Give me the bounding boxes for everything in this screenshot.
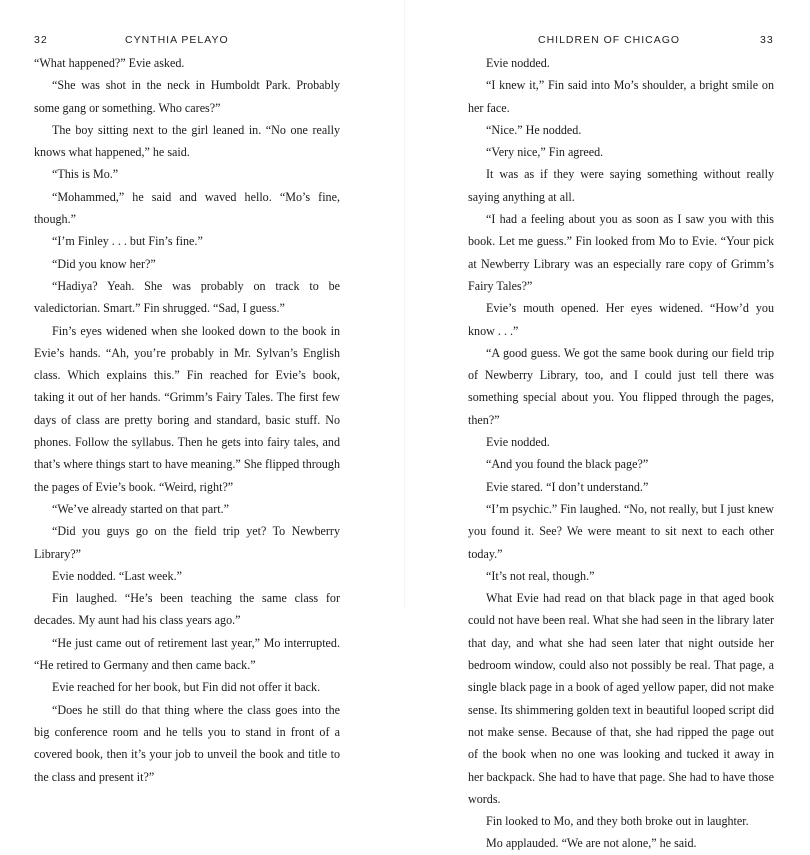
paragraph: Evie nodded. xyxy=(486,435,550,450)
paragraph: “Hadiya? Yeah. She was probably on track to be valedictorian. Smart.” Fin shrugged. “Sad, I guess.” xyxy=(34,278,340,316)
paragraph: “I had a feeling about you as soon as I saw you with this book. Let me guess.” Fin looked from Mo to Evie. “Your pick at Newberry Library was an especially rare copy of Grimm’s Fairy Tales?” xyxy=(468,212,774,293)
page-number: 32 xyxy=(34,34,48,46)
paragraph: “Does he still do that thing where the class goes into the big conference room and he tells you to stand in front of a covered book, then it’s your job to unveil the book and title to the class and present it?” xyxy=(34,702,340,784)
paragraph: “This is Mo.” xyxy=(52,167,119,182)
paragraph: “A good guess. We got the same book during our field trip of Newberry Library, too, and I could just tell there was something special about you. You flipped through the pages, then?” xyxy=(468,345,774,427)
paragraph: “Mohammed,” he said and waved hello. “Mo’s fine, though.” xyxy=(34,189,340,227)
paragraph: Evie nodded. xyxy=(486,56,550,70)
paragraph: Fin looked to Mo, and they both broke out in laughter. xyxy=(486,814,749,829)
paragraph: It was as if they were saying something without really saying anything at all. xyxy=(468,167,774,204)
right-body-text xyxy=(468,52,774,855)
running-head-title: CHILDREN OF CHICAGO xyxy=(538,34,681,46)
right-page xyxy=(406,0,810,851)
paragraph: “We’ve already started on that part.” xyxy=(52,501,229,516)
paragraph: “She was shot in the neck in Humboldt Park. Probably some gang or something. Who cares?” xyxy=(34,78,340,115)
paragraph: “Very nice,” Fin agreed. xyxy=(486,145,604,160)
paragraph: Evie stared. “I don’t understand.” xyxy=(486,479,649,494)
paragraph: Evie reached for her book, but Fin did not offer it back. xyxy=(52,680,321,695)
paragraph: Mo applauded. “We are not alone,” he said. xyxy=(486,836,697,851)
paragraph: “He just came out of retirement last year,” Mo interrupted. “He retired to Germany and then came back.” xyxy=(34,635,340,673)
paragraph: “And you found the black page?” xyxy=(486,457,649,472)
paragraph: “It’s not real, though.” xyxy=(486,568,595,583)
paragraph: “Did you guys go on the field trip yet? To Newberry Library?” xyxy=(34,524,340,561)
paragraph: Evie’s mouth opened. Her eyes widened. “How’d you know . . .” xyxy=(468,301,774,338)
paragraph: Fin’s eyes widened when she looked down to the book in Evie’s hands. “Ah, you’re probably in Mr. Sylvan’s English class. Which explains this.” Fin reached for Evie’s book, taking it out of her hands. “Grimm’s Fairy Tales. The first few days of class are pretty boring and standard, basic stuff. No phones. Follow the syllabus. Then he gets into fairy tales, and that’s where things start to have meaning.” She flipped through the pages of Evie’s book. “Weird, right?” xyxy=(34,323,340,494)
paragraph: The boy sitting next to the girl leaned in. “No one really knows what happened,” he said. xyxy=(34,122,340,160)
left-body-text xyxy=(34,52,340,788)
page-number: 33 xyxy=(760,34,774,46)
paragraph: “I knew it,” Fin said into Mo’s shoulder, a bright smile on her face. xyxy=(468,78,774,115)
paragraph: What Evie had read on that black page in that aged book could not have been real. What she had seen in the library later that day, and what she had seen later that night outside her bedroom window, could also not possibly be real. That page, a single black page in a book of aged yellow paper, did not make sense. Its shimmering golden text in beautiful looped script did not make sense. Because of that, she had ripped the page out of the book when no one was looking and tucked it away in her backpack. She had to have that page. She had to have those words. xyxy=(468,591,774,806)
paragraph: “I’m psychic.” Fin laughed. “No, not really, but I just knew you found it. See? We were meant to sit next to each other today.” xyxy=(468,501,774,561)
paragraph: “Did you know her?” xyxy=(52,256,156,271)
paragraph: Fin laughed. “He’s been teaching the same class for decades. My aunt had his class years ago.” xyxy=(34,591,340,628)
paragraph: “I’m Finley . . . but Fin’s fine.” xyxy=(52,234,203,249)
running-head-author: CYNTHIA PELAYO xyxy=(125,34,229,46)
paragraph: “What happened?” Evie asked. xyxy=(34,56,185,70)
paragraph: Evie nodded. “Last week.” xyxy=(52,568,182,583)
left-page xyxy=(0,0,404,784)
paragraph: “Nice.” He nodded. xyxy=(486,122,582,137)
